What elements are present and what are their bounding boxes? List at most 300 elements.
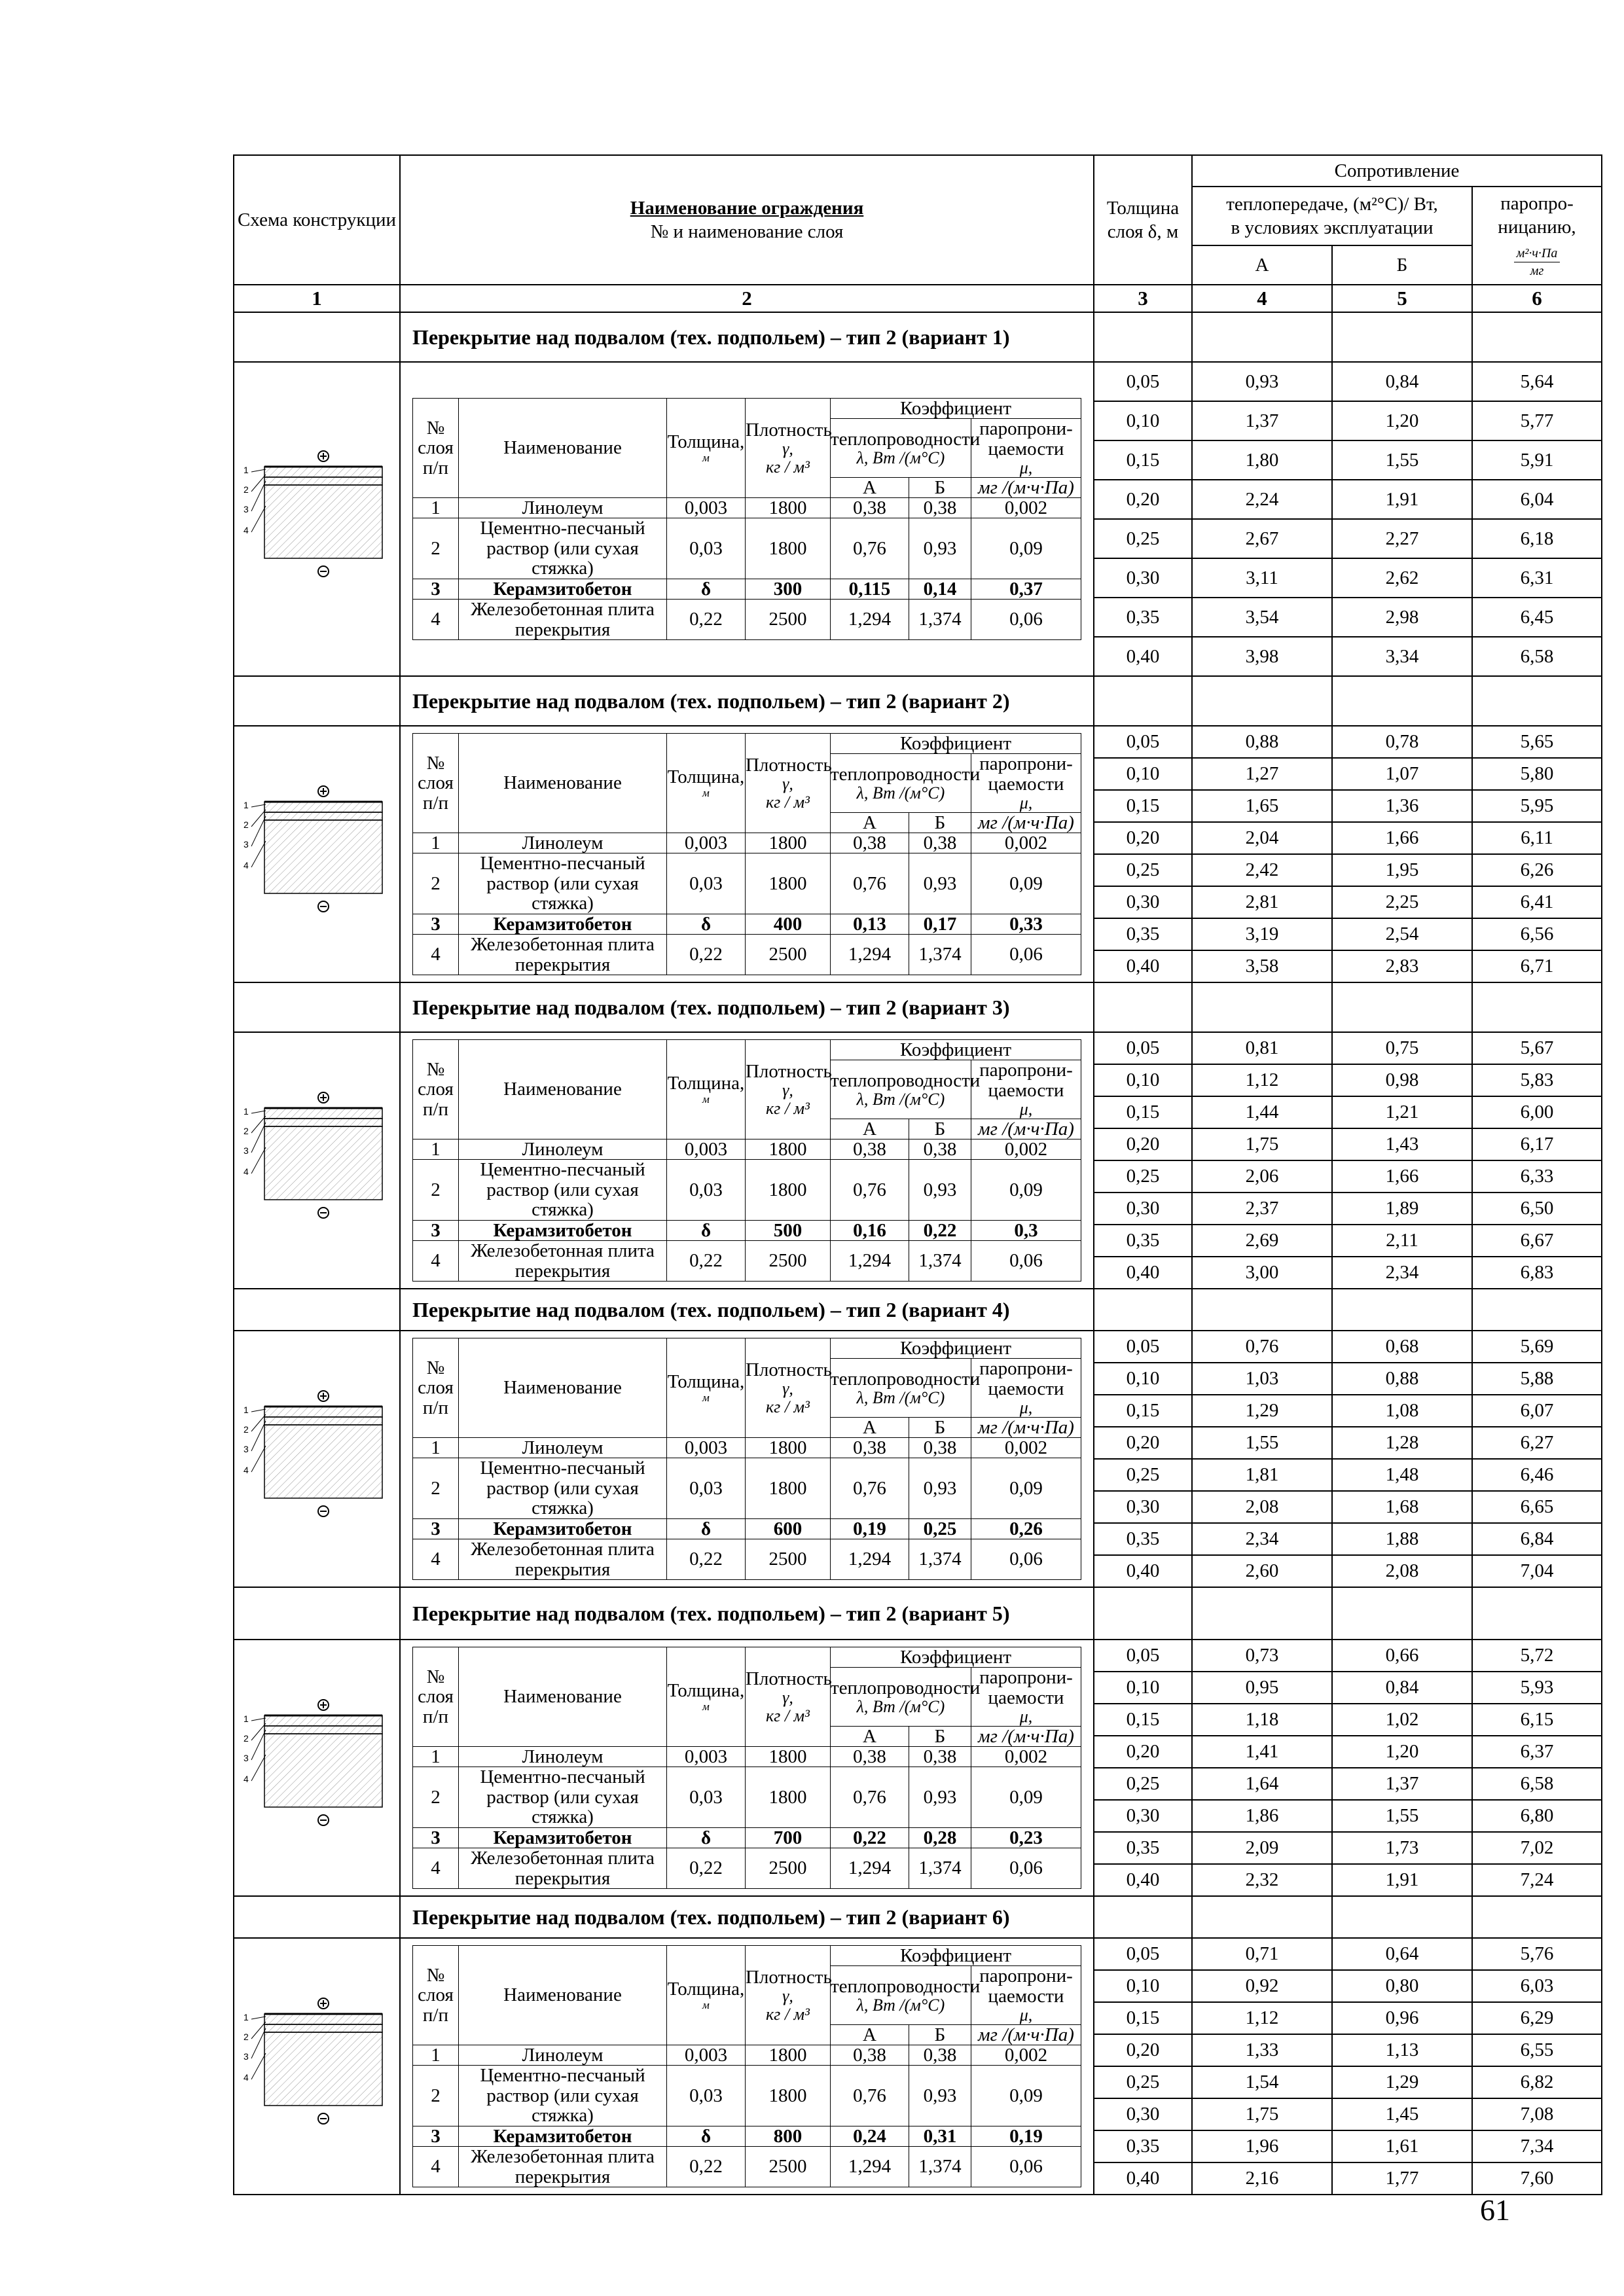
empty-cell xyxy=(1332,1289,1472,1331)
empty-cell xyxy=(1192,1896,1332,1938)
layer-cell: 4 xyxy=(412,1241,458,1282)
layer-cell: 4 xyxy=(412,600,458,640)
layer-cell: 0,22 xyxy=(666,1241,745,1282)
value-cell: 2,06 xyxy=(1192,1160,1332,1193)
layer-cell: 1,374 xyxy=(909,1539,971,1580)
layer-vapor-header: паропрони-цаемости μ, xyxy=(971,1359,1081,1417)
diagram-layer-label: 2 xyxy=(244,819,249,830)
layer-cell: Керамзитобетон xyxy=(458,2126,666,2146)
empty-cell xyxy=(1094,982,1192,1032)
header-thickness: Толщина слоя δ, м xyxy=(1094,155,1192,285)
value-cell: 1,55 xyxy=(1332,1800,1472,1832)
value-cell: 6,37 xyxy=(1472,1736,1602,1768)
layer-cell: 0,002 xyxy=(971,1746,1081,1767)
data-row xyxy=(234,1938,1602,1970)
layer-cell: 0,13 xyxy=(830,914,909,934)
layer-coef-header: Коэффициент xyxy=(830,1039,1081,1060)
value-cell: 6,45 xyxy=(1472,598,1602,637)
layer-cell: 4 xyxy=(412,1539,458,1580)
layer-cell: 0,06 xyxy=(971,1241,1081,1282)
scheme-cell xyxy=(234,1331,400,1587)
layer-cell: 1800 xyxy=(745,853,830,914)
value-cell: 7,08 xyxy=(1472,2098,1602,2130)
value-cell: 1,75 xyxy=(1192,2098,1332,2130)
value-cell: 2,83 xyxy=(1332,950,1472,982)
data-row xyxy=(234,1032,1602,1064)
layer-row xyxy=(412,1160,1081,1220)
layer-cell: Цементно-песчаный раствор (или сухая стяжка) xyxy=(458,2066,666,2126)
diagram-layer-label: 2 xyxy=(244,2032,249,2042)
empty-cell xyxy=(1472,1587,1602,1640)
value-cell: 2,08 xyxy=(1332,1555,1472,1587)
layer-cell: δ xyxy=(666,1827,745,1848)
layer-cell: 0,22 xyxy=(909,1220,971,1240)
layer-cell: Цементно-песчаный раствор (или сухая стяжка) xyxy=(458,1458,666,1518)
empty-cell xyxy=(1192,312,1332,362)
layer-cell: 1,294 xyxy=(830,935,909,975)
section-title: Перекрытие над подвалом (тех. подпольем) – тип 2 (вариант 4) xyxy=(400,1289,1094,1331)
diagram-layer-label: 2 xyxy=(244,1424,249,1435)
layer-cell: 2 xyxy=(412,518,458,579)
layer-cell: 3 xyxy=(412,1518,458,1539)
empty-cell xyxy=(1472,312,1602,362)
layer-cell: 1800 xyxy=(745,1437,830,1458)
layer-density-header: Плотность γ, кг / м³ xyxy=(745,1647,830,1746)
value-cell: 1,64 xyxy=(1192,1768,1332,1800)
column-number: 2 xyxy=(400,285,1094,312)
value-cell: 1,28 xyxy=(1332,1427,1472,1459)
layer-cell: 0,06 xyxy=(971,1539,1081,1580)
value-cell: 1,03 xyxy=(1192,1363,1332,1395)
layer-coef-header: Коэффициент xyxy=(830,398,1081,418)
value-cell: 0,10 xyxy=(1094,1363,1192,1395)
layer-cell: 4 xyxy=(412,935,458,975)
layer-vapor-header: паропрони-цаемости μ, xyxy=(971,419,1081,477)
value-cell: 0,05 xyxy=(1094,1640,1192,1672)
value-cell: 1,89 xyxy=(1332,1193,1472,1225)
section-title: Перекрытие над подвалом (тех. подпольем) – тип 2 (вариант 1) xyxy=(400,312,1094,362)
layer-cell: 0,09 xyxy=(971,518,1081,579)
value-cell: 0,15 xyxy=(1094,2002,1192,2034)
layer-cell: 0,003 xyxy=(666,1437,745,1458)
construction-diagram xyxy=(238,1380,395,1537)
value-cell: 2,34 xyxy=(1192,1523,1332,1555)
layer-cell: Керамзитобетон xyxy=(458,914,666,934)
layer-cell: Линолеум xyxy=(458,497,666,518)
value-cell: 2,60 xyxy=(1192,1555,1332,1587)
value-cell: 1,66 xyxy=(1332,822,1472,854)
value-cell: 0,93 xyxy=(1192,362,1332,401)
empty-cell xyxy=(234,1896,400,1938)
diagram-layer-label: 3 xyxy=(244,1444,249,1454)
value-cell: 6,15 xyxy=(1472,1704,1602,1736)
layer-cell: 1,374 xyxy=(909,600,971,640)
value-cell: 0,25 xyxy=(1094,2066,1192,2098)
value-cell: 0,40 xyxy=(1094,950,1192,982)
layer-cell: 0,33 xyxy=(971,914,1081,934)
layer-name-header: Наименование xyxy=(458,1945,666,2045)
layer-cell: 2500 xyxy=(745,1241,830,1282)
layer-cell: Керамзитобетон xyxy=(458,1518,666,1539)
layer-row xyxy=(412,1437,1081,1458)
layer-cell: 1800 xyxy=(745,1746,830,1767)
value-cell: 2,62 xyxy=(1332,558,1472,598)
layer-cell: Линолеум xyxy=(458,833,666,853)
layer-cond-b: Б xyxy=(909,1726,971,1746)
value-cell: 0,95 xyxy=(1192,1672,1332,1704)
header-heat: теплопередаче, (м²°С)/ Вт, в условиях эксплуатации xyxy=(1192,187,1472,245)
layer-cond-header: теплопроводности λ, Вт /(м°С) xyxy=(830,1060,971,1119)
value-cell: 1,29 xyxy=(1332,2066,1472,2098)
layer-thickness-header: Толщина, м xyxy=(666,733,745,833)
value-cell: 0,20 xyxy=(1094,822,1192,854)
value-cell: 0,30 xyxy=(1094,2098,1192,2130)
layer-cell: Железобетонная плита перекрытия xyxy=(458,2147,666,2187)
value-cell: 1,07 xyxy=(1332,758,1472,790)
layer-cell: δ xyxy=(666,914,745,934)
layer-row xyxy=(412,1139,1081,1159)
value-cell: 2,81 xyxy=(1192,886,1332,918)
layer-cell: 500 xyxy=(745,1220,830,1240)
value-cell: 2,11 xyxy=(1332,1225,1472,1257)
empty-cell xyxy=(1094,1289,1192,1331)
diagram-layer-label: 3 xyxy=(244,2051,249,2062)
layer-name-header: Наименование xyxy=(458,1039,666,1139)
layer-cond-b: Б xyxy=(909,2024,971,2045)
value-cell: 0,84 xyxy=(1332,362,1472,401)
layer-cell: 1,294 xyxy=(830,1848,909,1889)
value-cell: 1,33 xyxy=(1192,2034,1332,2066)
diagram-layer-label: 4 xyxy=(244,2072,249,2083)
empty-cell xyxy=(234,312,400,362)
empty-cell xyxy=(1332,1896,1472,1938)
diagram-layer-label: 3 xyxy=(244,1753,249,1763)
layer-row xyxy=(412,579,1081,599)
layer-cond-header: теплопроводности λ, Вт /(м°С) xyxy=(830,754,971,812)
empty-cell xyxy=(1192,1289,1332,1331)
value-cell: 1,29 xyxy=(1192,1395,1332,1427)
value-cell: 1,55 xyxy=(1192,1427,1332,1459)
value-cell: 1,21 xyxy=(1332,1096,1472,1128)
empty-cell xyxy=(1094,312,1192,362)
value-cell: 1,86 xyxy=(1192,1800,1332,1832)
value-cell: 1,02 xyxy=(1332,1704,1472,1736)
section-title-row xyxy=(234,1896,1602,1938)
layer-cell: 0,09 xyxy=(971,1458,1081,1518)
value-cell: 1,95 xyxy=(1332,854,1472,886)
value-cell: 5,76 xyxy=(1472,1938,1602,1970)
layer-cell: 1800 xyxy=(745,497,830,518)
value-cell: 0,84 xyxy=(1332,1672,1472,1704)
layer-cond-b: Б xyxy=(909,812,971,833)
value-cell: 0,20 xyxy=(1094,480,1192,519)
diagram-layer-label: 3 xyxy=(244,839,249,850)
value-cell: 0,88 xyxy=(1192,726,1332,758)
value-cell: 5,67 xyxy=(1472,1032,1602,1064)
value-cell: 0,35 xyxy=(1094,2130,1192,2162)
value-cell: 3,98 xyxy=(1192,637,1332,676)
value-cell: 7,34 xyxy=(1472,2130,1602,2162)
value-cell: 2,25 xyxy=(1332,886,1472,918)
value-cell: 1,68 xyxy=(1332,1491,1472,1523)
layer-cell: 0,06 xyxy=(971,1848,1081,1889)
empty-cell xyxy=(1332,676,1472,726)
layer-cell: 0,3 xyxy=(971,1220,1081,1240)
layer-cell: 4 xyxy=(412,2147,458,2187)
value-cell: 6,03 xyxy=(1472,1970,1602,2002)
layer-coef-header: Коэффициент xyxy=(830,1338,1081,1358)
section-title: Перекрытие над подвалом (тех. подпольем) – тип 2 (вариант 5) xyxy=(400,1587,1094,1640)
layer-cell: 1800 xyxy=(745,1139,830,1159)
layer-cond-a: А xyxy=(830,2024,909,2045)
value-cell: 1,41 xyxy=(1192,1736,1332,1768)
layer-row xyxy=(412,1458,1081,1518)
value-cell: 2,37 xyxy=(1192,1193,1332,1225)
value-cell: 0,15 xyxy=(1094,440,1192,480)
layer-cell: 0,19 xyxy=(971,2126,1081,2146)
layers-cell xyxy=(400,1331,1094,1587)
layer-cell: 3 xyxy=(412,914,458,934)
value-cell: 2,69 xyxy=(1192,1225,1332,1257)
insulation-table xyxy=(233,154,1602,2195)
layer-cell: 1800 xyxy=(745,1458,830,1518)
empty-cell xyxy=(234,982,400,1032)
layer-cell: 400 xyxy=(745,914,830,934)
layer-cond-b: Б xyxy=(909,477,971,497)
layer-cell: 2 xyxy=(412,853,458,914)
value-cell: 2,08 xyxy=(1192,1491,1332,1523)
empty-cell xyxy=(234,1289,400,1331)
value-cell: 6,31 xyxy=(1472,558,1602,598)
layer-cell: 2 xyxy=(412,1767,458,1827)
value-cell: 0,30 xyxy=(1094,1800,1192,1832)
value-cell: 0,05 xyxy=(1094,362,1192,401)
value-cell: 2,09 xyxy=(1192,1832,1332,1864)
value-cell: 1,91 xyxy=(1332,1864,1472,1896)
value-cell: 0,96 xyxy=(1332,2002,1472,2034)
layer-cell: 0,002 xyxy=(971,2045,1081,2065)
value-cell: 1,12 xyxy=(1192,1064,1332,1096)
layer-cell: Цементно-песчаный раствор (или сухая стяжка) xyxy=(458,853,666,914)
value-cell: 0,15 xyxy=(1094,1096,1192,1128)
layer-cell: 0,002 xyxy=(971,1437,1081,1458)
value-cell: 6,18 xyxy=(1472,519,1602,558)
layer-name-header: Наименование xyxy=(458,733,666,833)
diagram-layer-label: 4 xyxy=(244,525,249,535)
layer-cell: 4 xyxy=(412,1848,458,1889)
empty-cell xyxy=(1094,1587,1192,1640)
value-cell: 1,77 xyxy=(1332,2162,1472,2195)
value-cell: 0,20 xyxy=(1094,1427,1192,1459)
construction-diagram xyxy=(238,776,395,933)
section-title-row xyxy=(234,1587,1602,1640)
layer-cell: 3 xyxy=(412,579,458,599)
layer-row xyxy=(412,1767,1081,1827)
value-cell: 1,20 xyxy=(1332,1736,1472,1768)
value-cell: 1,73 xyxy=(1332,1832,1472,1864)
value-cell: 1,37 xyxy=(1192,401,1332,440)
layer-cell: 2 xyxy=(412,1458,458,1518)
value-cell: 1,65 xyxy=(1192,790,1332,822)
value-cell: 6,83 xyxy=(1472,1257,1602,1289)
layer-table xyxy=(412,733,1081,975)
layer-cell: 0,37 xyxy=(971,579,1081,599)
construction-diagram xyxy=(238,1689,395,1846)
layer-cell: 0,06 xyxy=(971,935,1081,975)
layer-cell: 0,03 xyxy=(666,1458,745,1518)
layer-cell: 0,76 xyxy=(830,853,909,914)
layer-cell: 0,002 xyxy=(971,833,1081,853)
empty-cell xyxy=(1094,1896,1192,1938)
empty-cell xyxy=(1472,676,1602,726)
layer-cell: 0,23 xyxy=(971,1827,1081,1848)
diagram-layer-label: 4 xyxy=(244,1465,249,1475)
layer-cell: Керамзитобетон xyxy=(458,1220,666,1240)
layer-cell: 600 xyxy=(745,1518,830,1539)
layer-cell: 0,93 xyxy=(909,1458,971,1518)
value-cell: 6,82 xyxy=(1472,2066,1602,2098)
value-cell: 1,18 xyxy=(1192,1704,1332,1736)
layer-cell: 1,294 xyxy=(830,2147,909,2187)
value-cell: 0,05 xyxy=(1094,726,1192,758)
value-cell: 6,26 xyxy=(1472,854,1602,886)
section-title-row xyxy=(234,676,1602,726)
value-cell: 3,54 xyxy=(1192,598,1332,637)
layer-cell: 0,93 xyxy=(909,1767,971,1827)
value-cell: 6,67 xyxy=(1472,1225,1602,1257)
value-cell: 6,11 xyxy=(1472,822,1602,854)
layer-cell: 0,17 xyxy=(909,914,971,934)
layer-cond-header: теплопроводности λ, Вт /(м°С) xyxy=(830,1359,971,1417)
value-cell: 6,46 xyxy=(1472,1459,1602,1491)
layer-cell: 1 xyxy=(412,833,458,853)
value-cell: 6,80 xyxy=(1472,1800,1602,1832)
layer-no-header: № слоя п/п xyxy=(412,1338,458,1437)
scheme-cell xyxy=(234,362,400,676)
value-cell: 0,10 xyxy=(1094,1064,1192,1096)
layer-cell: 0,76 xyxy=(830,2066,909,2126)
value-cell: 1,91 xyxy=(1332,480,1472,519)
value-cell: 1,08 xyxy=(1332,1395,1472,1427)
value-cell: 6,84 xyxy=(1472,1523,1602,1555)
layer-row xyxy=(412,1518,1081,1539)
value-cell: 0,15 xyxy=(1094,1704,1192,1736)
value-cell: 1,36 xyxy=(1332,790,1472,822)
layer-cell: 1800 xyxy=(745,1160,830,1220)
layer-cell: 0,03 xyxy=(666,853,745,914)
value-cell: 1,45 xyxy=(1332,2098,1472,2130)
value-cell: 3,00 xyxy=(1192,1257,1332,1289)
diagram-layer-label: 2 xyxy=(244,1126,249,1136)
layer-row xyxy=(412,497,1081,518)
layer-row xyxy=(412,1746,1081,1767)
value-cell: 6,29 xyxy=(1472,2002,1602,2034)
empty-cell xyxy=(1332,982,1472,1032)
value-cell: 3,19 xyxy=(1192,918,1332,950)
value-cell: 6,33 xyxy=(1472,1160,1602,1193)
value-cell: 0,20 xyxy=(1094,1736,1192,1768)
layer-cell: 0,003 xyxy=(666,1746,745,1767)
layer-cell: 2500 xyxy=(745,935,830,975)
layer-cell: 1 xyxy=(412,1746,458,1767)
layer-cell: 0,09 xyxy=(971,1160,1081,1220)
layer-density-header: Плотность γ, кг / м³ xyxy=(745,1338,830,1437)
layer-vapor-unit: мг /(м·ч·Па) xyxy=(971,2024,1081,2045)
value-cell: 1,37 xyxy=(1332,1768,1472,1800)
layer-no-header: № слоя п/п xyxy=(412,398,458,497)
layer-cell: 0,76 xyxy=(830,1458,909,1518)
value-cell: 0,20 xyxy=(1094,2034,1192,2066)
value-cell: 2,04 xyxy=(1192,822,1332,854)
layer-cell: 0,09 xyxy=(971,853,1081,914)
layer-cond-header: теплопроводности λ, Вт /(м°С) xyxy=(830,1668,971,1726)
layer-cell: 0,16 xyxy=(830,1220,909,1240)
layer-cell: Керамзитобетон xyxy=(458,1827,666,1848)
value-cell: 1,61 xyxy=(1332,2130,1472,2162)
value-cell: 0,05 xyxy=(1094,1331,1192,1363)
layer-cell: 700 xyxy=(745,1827,830,1848)
scheme-cell xyxy=(234,726,400,982)
layer-row xyxy=(412,914,1081,934)
layer-row xyxy=(412,1220,1081,1240)
empty-cell xyxy=(1472,982,1602,1032)
value-cell: 7,60 xyxy=(1472,2162,1602,2195)
layer-cell: Линолеум xyxy=(458,1437,666,1458)
value-cell: 0,25 xyxy=(1094,1160,1192,1193)
layer-vapor-header: паропрони-цаемости μ, xyxy=(971,1966,1081,2024)
value-cell: 5,65 xyxy=(1472,726,1602,758)
diagram-layer-label: 4 xyxy=(244,860,249,870)
layer-cell: 0,03 xyxy=(666,518,745,579)
layer-table xyxy=(412,398,1081,640)
value-cell: 5,77 xyxy=(1472,401,1602,440)
value-cell: 3,58 xyxy=(1192,950,1332,982)
section-title-row xyxy=(234,312,1602,362)
header-cond-b: Б xyxy=(1332,245,1472,285)
value-cell: 0,73 xyxy=(1192,1640,1332,1672)
layer-table xyxy=(412,1338,1081,1580)
value-cell: 5,80 xyxy=(1472,758,1602,790)
value-cell: 6,07 xyxy=(1472,1395,1602,1427)
layer-cell: 0,19 xyxy=(830,1518,909,1539)
value-cell: 0,78 xyxy=(1332,726,1472,758)
layer-cell: 1,374 xyxy=(909,2147,971,2187)
layer-cell: 1,374 xyxy=(909,935,971,975)
value-cell: 2,34 xyxy=(1332,1257,1472,1289)
diagram-layer-label: 1 xyxy=(244,800,249,810)
page-number: 61 xyxy=(1480,2193,1510,2227)
layer-cell: 0,03 xyxy=(666,1160,745,1220)
layer-cell: 0,38 xyxy=(830,497,909,518)
diagram-layer-label: 3 xyxy=(244,504,249,514)
header-name xyxy=(400,155,1094,285)
header-name-sub: № и наименование слоя xyxy=(650,221,844,242)
construction-diagram xyxy=(238,1988,395,2145)
section-title: Перекрытие над подвалом (тех. подпольем) – тип 2 (вариант 6) xyxy=(400,1896,1094,1938)
value-cell: 2,27 xyxy=(1332,519,1472,558)
value-cell: 5,69 xyxy=(1472,1331,1602,1363)
section-title-row xyxy=(234,1289,1602,1331)
layer-cell: 0,28 xyxy=(909,1827,971,1848)
value-cell: 0,25 xyxy=(1094,854,1192,886)
layer-cell: 0,26 xyxy=(971,1518,1081,1539)
value-cell: 0,35 xyxy=(1094,598,1192,637)
layer-cell: 2 xyxy=(412,2066,458,2126)
layer-cell: 0,003 xyxy=(666,2045,745,2065)
layers-cell xyxy=(400,1640,1094,1896)
layer-row xyxy=(412,600,1081,640)
data-row xyxy=(234,362,1602,401)
